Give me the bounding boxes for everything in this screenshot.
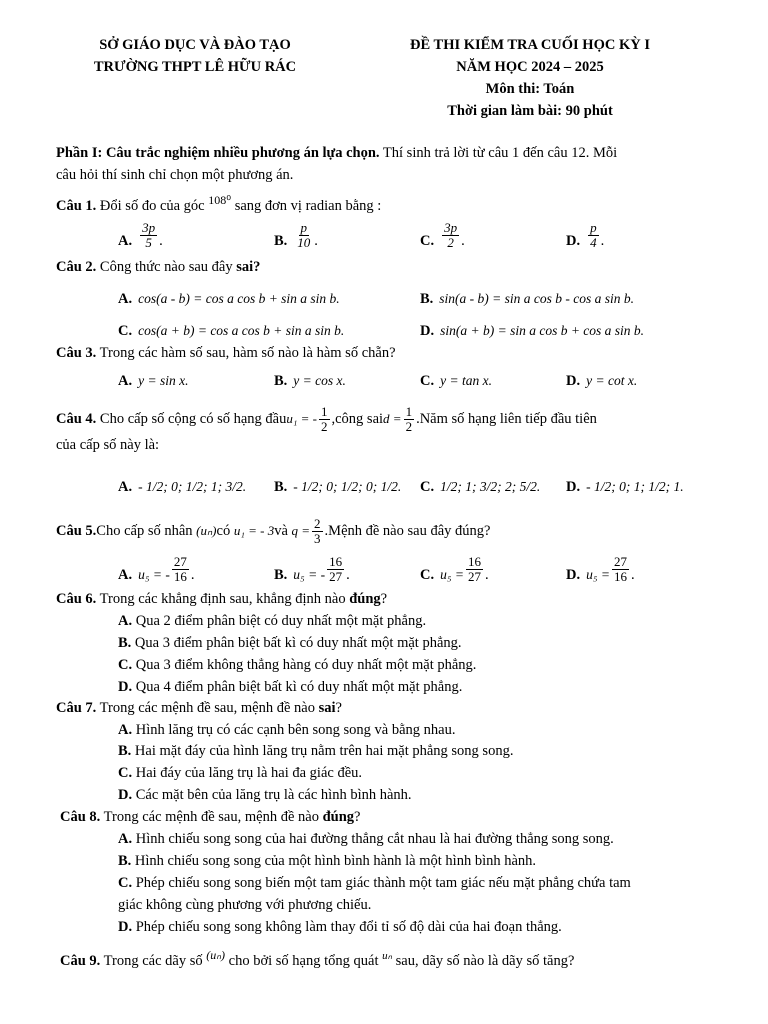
option-formula: 1/2; 1; 3/2; 2; 5/2. <box>440 479 541 494</box>
option-label: D. <box>566 567 581 583</box>
denominator: 27 <box>468 569 482 584</box>
option-lhs: u₅ = - <box>138 567 170 582</box>
option-label: D. <box>118 919 133 935</box>
question-4-cont: của cấp số này là: <box>56 437 160 453</box>
question-label: Câu 1. <box>56 197 97 214</box>
fraction <box>442 221 459 250</box>
fraction <box>319 405 330 434</box>
department-name: SỞ GIÁO DỤC VÀ ĐÀO TẠO <box>99 37 291 53</box>
option-text: Hai mặt đáy của hình lăng trụ nằm trên hai mặt phẳng song song. <box>131 743 514 759</box>
denominator: 16 <box>173 569 187 584</box>
option-a[interactable]: A. $\frac{3p}{5}$ . <box>118 220 163 250</box>
question-text: và <box>274 523 288 539</box>
subject: Môn thi: Toán <box>485 81 575 97</box>
option-text: Phép chiếu song song không làm thay đổi tỉ số độ dài của hai đoạn thẳng. <box>132 919 562 935</box>
q8-option-b[interactable] <box>118 850 716 872</box>
fraction <box>612 555 629 584</box>
option-label: C. <box>118 323 133 339</box>
option-label: C. <box>118 657 133 673</box>
option-b[interactable]: B. $\frac{p}{10}$ . <box>274 220 318 250</box>
q7-option-a[interactable] <box>118 719 716 741</box>
fraction <box>172 555 189 584</box>
question-label: Câu 6. <box>56 591 97 607</box>
option-formula: - 1/2; 0; 1/2; 0; 1/2. <box>293 479 402 494</box>
part1-instruction-cont: câu hỏi thí sinh chỉ chọn một phương án. <box>56 167 294 183</box>
option-b[interactable]: B. u₅ = - $\frac{16}{27}$ . <box>274 554 350 584</box>
fraction <box>312 517 323 546</box>
question-text: Trong các mệnh đề sau, mệnh đề nào <box>96 700 319 716</box>
question-emphasis: đúng <box>322 809 355 825</box>
question-6 <box>56 588 716 610</box>
option-formula: - 1/2; 0; 1/2; 1; 3/2. <box>138 479 247 494</box>
denominator: 4 <box>590 235 597 250</box>
option-label: B. <box>274 233 288 249</box>
q3-options <box>0 360 768 390</box>
option-text: Qua 3 điểm không thẳng hàng có duy nhất một mặt phẳng. <box>132 657 477 673</box>
question-5: Câu 5. Cho cấp số nhân (uₙ) có u₁ = - 3 và q = $\frac{2}{3}$ . Mệnh đề nào sau đây đúng? <box>56 515 491 546</box>
option-label: B. <box>118 635 132 651</box>
option-text: Hình chiếu song song của hai đường thẳng cắt nhau là hai đường thẳng song song. <box>132 831 614 847</box>
question-text: ? <box>380 591 388 607</box>
option-label: D. <box>566 233 581 249</box>
option-label: B. <box>118 743 132 759</box>
fraction <box>140 221 157 250</box>
option-text: Qua 4 điểm phân biệt bất kì có duy nhất một mặt phẳng. <box>132 679 463 695</box>
option-a[interactable] <box>118 278 340 308</box>
question-7 <box>56 697 716 719</box>
option-label: B. <box>274 479 288 495</box>
q6-option-c[interactable] <box>118 654 716 676</box>
option-formula: cos(a + b) = cos a cos b + sin a sin b. <box>138 323 345 338</box>
option-c[interactable]: C. $\frac{3p}{2}$ . <box>420 220 465 250</box>
q1-options <box>0 220 768 250</box>
numerator: 27 <box>173 554 187 569</box>
option-label: A. <box>118 722 133 738</box>
school-header <box>60 34 330 78</box>
option-label: B. <box>274 567 288 583</box>
option-text: Hai đáy của lăng trụ là hai đa giác đều. <box>132 765 362 781</box>
question-emphasis: đúng <box>349 591 381 607</box>
numerator: 27 <box>614 554 628 569</box>
option-c[interactable] <box>118 310 344 340</box>
option-formula: sin(a - b) = sin a cos b - cos a sin b. <box>439 291 635 306</box>
question-text: Cho cấp số cộng có số hạng đầu <box>99 411 287 427</box>
option-text: Hình chiếu song song của một hình bình hành là một hình bình hành. <box>131 853 537 869</box>
question-text: Đổi số đo của góc <box>96 197 209 214</box>
fraction <box>295 221 312 250</box>
exam-title: ĐỀ THI KIỂM TRA CUỐI HỌC KỲ I <box>410 37 650 53</box>
option-a[interactable]: A. u₅ = - $\frac{27}{16}$ . <box>118 554 195 584</box>
q2-options-row2 <box>0 310 768 340</box>
question-label: Câu 8. <box>60 809 101 825</box>
common-difference: d = <box>383 411 402 426</box>
option-formula: sin(a + b) = sin a cos b + cos a sin b. <box>440 323 645 338</box>
option-lhs: u₅ = <box>440 567 465 582</box>
question-text: Năm số hạng liên tiếp đầu tiên <box>419 411 597 427</box>
question-8 <box>60 806 716 828</box>
angle-value: 108⁰ <box>208 193 232 207</box>
option-d[interactable]: D. u₅ = $\frac{27}{16}$ . <box>566 554 635 584</box>
q2-options-row1 <box>0 278 768 308</box>
question-label: Câu 4. <box>56 411 97 427</box>
denominator: 5 <box>145 235 152 250</box>
option-d[interactable]: D. $\frac{p}{4}$ . <box>566 220 605 250</box>
option-formula: y = cos x. <box>293 373 346 388</box>
option-label: A. <box>118 479 133 495</box>
denominator: 2 <box>447 235 454 250</box>
question-emphasis: sai <box>318 700 336 716</box>
option-formula: - 1/2; 0; 1; 1/2; 1. <box>586 479 684 494</box>
numerator: 2 <box>314 515 321 531</box>
fraction <box>466 555 483 584</box>
option-text: Phép chiếu song song biến một tam giác thành một tam giác nếu mặt phẳng chứa tam <box>132 875 631 891</box>
question-text: Trong các dãy số <box>100 952 207 969</box>
option-lhs: u₅ = - <box>293 567 326 582</box>
option-formula: y = cot x. <box>586 373 638 388</box>
question-text: ? <box>354 809 361 825</box>
q8-option-c-cont: giác không cùng phương với phương chiếu. <box>118 897 372 913</box>
option-formula: cos(a - b) = cos a cos b + sin a sin b. <box>138 291 340 306</box>
option-label: B. <box>420 291 434 307</box>
question-emphasis: sai? <box>236 259 261 275</box>
question-text: Công thức nào sau đây <box>96 259 237 275</box>
option-label: C. <box>118 875 133 891</box>
option-label: A. <box>118 831 133 847</box>
q6-option-d[interactable] <box>118 676 716 698</box>
first-term: u₁ = - 3 <box>233 523 275 538</box>
option-text: Hình lăng trụ có các cạnh bên song song và bằng nhau. <box>132 722 456 738</box>
q8-option-a[interactable] <box>118 828 716 850</box>
fraction <box>404 405 415 434</box>
sequence-symbol: (uₙ) <box>206 948 226 962</box>
fraction <box>327 555 344 584</box>
option-label: A. <box>118 233 133 249</box>
school-name: TRƯỜNG THPT LÊ HỮU RÁC <box>93 59 297 75</box>
option-label: D. <box>566 479 581 495</box>
question-2 <box>56 256 716 278</box>
denominator: 2 <box>321 418 328 434</box>
part1-instruction: Thí sinh trả lời từ câu 1 đến câu 12. Mỗi <box>379 145 618 161</box>
question-text: công sai <box>335 411 384 427</box>
option-label: B. <box>274 373 288 389</box>
part1-title: Phần I: Câu trắc nghiệm nhiều phương án lựa chọn. <box>56 145 380 161</box>
sequence-symbol: (uₙ) <box>196 523 217 538</box>
option-label: C. <box>420 567 435 583</box>
question-text: sang đơn vị radian bằng : <box>231 197 382 214</box>
option-label: D. <box>566 373 581 389</box>
q6-option-b[interactable] <box>118 632 716 654</box>
option-b[interactable] <box>274 466 401 496</box>
option-label: A. <box>118 567 133 583</box>
question-text: Trong các hàm số sau, hàm số nào là hàm số chẵn? <box>96 345 396 361</box>
q5-options <box>0 554 768 584</box>
fraction <box>588 221 599 250</box>
q8-option-c[interactable] <box>118 872 716 894</box>
option-b[interactable] <box>274 360 346 390</box>
option-lhs: u₅ = <box>586 567 611 582</box>
denominator: 27 <box>329 569 343 584</box>
option-c[interactable]: C. u₅ = $\frac{16}{27}$ . <box>420 554 489 584</box>
question-text: có <box>216 523 231 539</box>
option-a[interactable] <box>118 466 246 496</box>
option-text: Các mặt bên của lăng trụ là các hình bình hành. <box>132 787 412 803</box>
question-9 <box>60 944 716 972</box>
part1-heading <box>56 142 716 164</box>
q4-options <box>0 466 768 496</box>
option-c[interactable] <box>420 466 540 496</box>
question-text: Mệnh đề nào sau đây đúng? <box>328 523 491 539</box>
first-term: u₁ = - <box>286 411 317 426</box>
option-label: A. <box>118 373 133 389</box>
q7-option-b[interactable] <box>118 740 716 762</box>
denominator: 3 <box>314 530 321 546</box>
option-label: C. <box>118 765 133 781</box>
option-d[interactable] <box>566 360 637 390</box>
option-label: A. <box>118 613 133 629</box>
option-b[interactable] <box>420 278 634 308</box>
question-label: Câu 7. <box>56 700 97 716</box>
exam-header <box>370 34 690 122</box>
denominator: 2 <box>405 418 413 434</box>
question-text: Cho cấp số nhân <box>96 523 193 539</box>
option-label: A. <box>118 291 133 307</box>
option-a[interactable] <box>118 360 188 390</box>
option-formula: y = sin x. <box>138 373 189 388</box>
school-year: NĂM HỌC 2024 – 2025 <box>456 59 604 75</box>
question-text: cho bởi số hạng tổng quát <box>225 952 383 969</box>
question-label: Câu 5. <box>56 523 97 539</box>
option-text: Qua 3 điểm phân biệt bất kì có duy nhất một mặt phẳng. <box>131 635 462 651</box>
option-d[interactable] <box>566 466 684 496</box>
numerator: 16 <box>329 554 343 569</box>
question-label: Câu 9. <box>60 952 101 969</box>
option-label: C. <box>420 373 435 389</box>
general-term: uₙ <box>382 950 392 962</box>
q8-option-d[interactable] <box>118 916 716 938</box>
question-text: sau, dãy số nào là dãy số tăng? <box>392 952 575 969</box>
numerator: 1 <box>321 403 328 419</box>
option-text: Qua 2 điểm phân biệt có duy nhất một mặt phẳng. <box>132 613 427 629</box>
question-text: ? <box>335 700 342 716</box>
option-label: D. <box>420 323 435 339</box>
question-text: Trong các mệnh đề sau, mệnh đề nào <box>100 809 323 825</box>
numerator: 1 <box>405 403 413 419</box>
question-label: Câu 2. <box>56 259 97 275</box>
option-c[interactable] <box>420 360 492 390</box>
numerator: 3p <box>142 220 156 235</box>
time-limit: Thời gian làm bài: 90 phút <box>447 103 613 119</box>
option-label: D. <box>118 679 133 695</box>
option-formula: y = tan x. <box>440 373 492 388</box>
option-label: D. <box>118 787 133 803</box>
option-d[interactable] <box>420 310 644 340</box>
common-ratio: q = <box>291 523 311 538</box>
question-text: Trong các khẳng định sau, khẳng định nào <box>96 591 350 607</box>
question-1 <box>56 189 716 217</box>
q7-option-d[interactable] <box>118 784 716 806</box>
denominator: 10 <box>297 235 311 250</box>
option-label: C. <box>420 479 435 495</box>
q6-option-a[interactable] <box>118 610 716 632</box>
question-label: Câu 3. <box>56 345 97 361</box>
question-4: Câu 4. Cho cấp số cộng có số hạng đầu u₁ = - $\frac{1}{2}$ , công sai d = $\frac{1}{2}$ . Năm số hạng liên tiếp đầu tiên <box>56 403 597 434</box>
q7-option-c[interactable] <box>118 762 716 784</box>
numerator: 3p <box>444 220 458 235</box>
option-label: B. <box>118 853 132 869</box>
option-label: C. <box>420 233 435 249</box>
numerator: 16 <box>468 554 482 569</box>
numerator: p <box>590 220 597 235</box>
denominator: 16 <box>614 569 628 584</box>
numerator: p <box>300 220 308 235</box>
